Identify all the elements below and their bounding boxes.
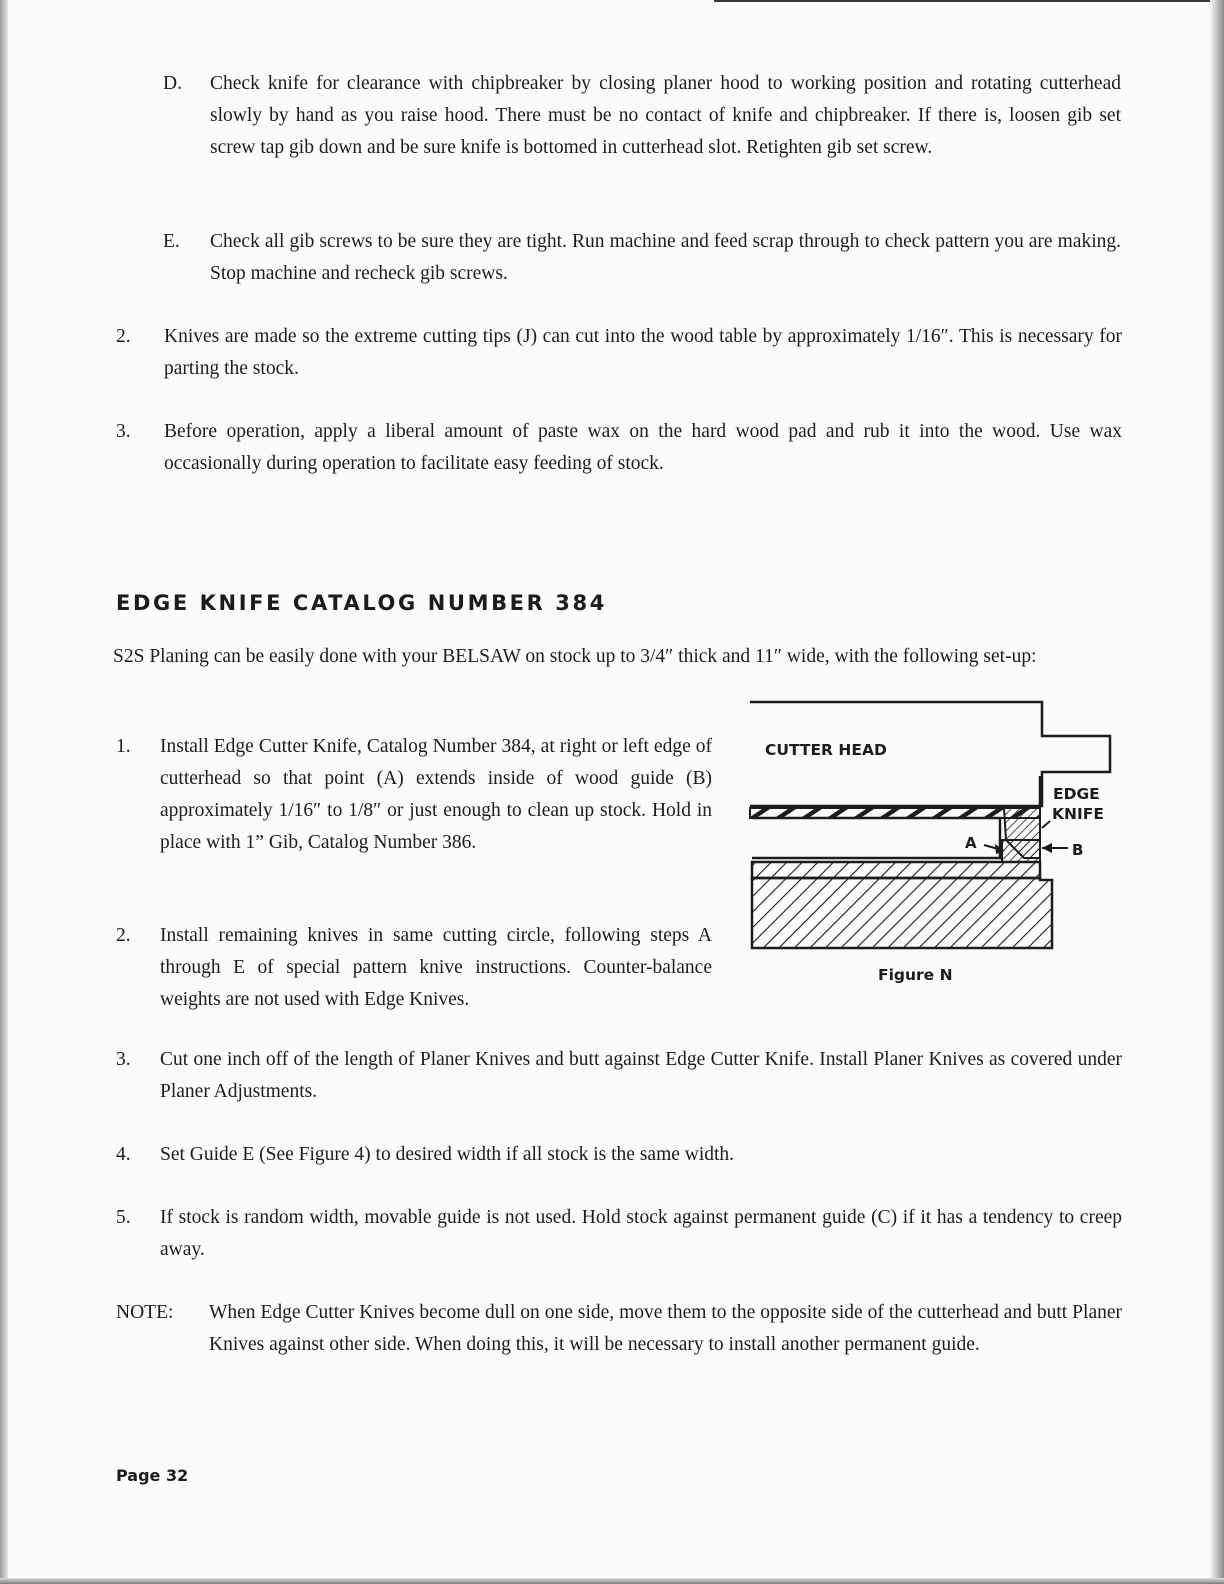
step-label: E. <box>163 231 180 252</box>
table-top-layer <box>752 862 1040 878</box>
point-b-label: B <box>1072 841 1084 859</box>
item-text: Install Edge Cutter Knife, Catalog Number 384, at right or left edge of cutterhead so that point (A) extends inside of wood guide (B) approximately 1/16″ to 1/8″ or just enough to clean up stock. Hold in place with 1” Gib, Catalog Number 386. <box>160 736 712 853</box>
edge-label: EDGE <box>1053 785 1100 803</box>
item-label: 4. <box>116 1144 131 1165</box>
item-label: 3. <box>116 421 131 442</box>
item-text: Set Guide E (See Figure 4) to desired width if all stock is the same width. <box>160 1144 735 1165</box>
section-heading: EDGE KNIFE CATALOG NUMBER 384 <box>116 591 607 615</box>
item-text: Before operation, apply a liberal amount of paste wax on the hard wood pad and rub it into the wood. Use wax occasionally during operation to facilitate easy feeding of stock. <box>164 421 1122 474</box>
page-edge-bottom <box>0 1578 1224 1584</box>
page-edge-right <box>1210 0 1224 1584</box>
figure-n <box>748 698 1118 998</box>
cutter-head-label: CUTTER HEAD <box>765 741 887 759</box>
step-text: Check all gib screws to be sure they are tight. Run machine and feed scrap through to check pattern you are making. Stop machine and recheck gib screws. <box>210 231 1121 284</box>
section-intro: S2S Planing can be easily done with your BELSAW on stock up to 3/4″ thick and 11″ wide, with the following set-up: <box>113 646 1037 667</box>
note-text: When Edge Cutter Knives become dull on one side, move them to the opposite side of the cutterhead and butt Planer Knives against other side. When doing this, it will be necessary to install another permanent guide. <box>209 1302 1122 1355</box>
item-text: Knives are made so the extreme cutting tips (J) can cut into the wood table by approximately 1/16″. This is necessary for parting the stock. <box>164 326 1122 379</box>
top-rule <box>714 0 1210 2</box>
arrow-b-head <box>1042 843 1052 853</box>
figure-caption: Figure N <box>878 966 953 984</box>
table-body <box>752 878 1052 948</box>
knife-label: KNIFE <box>1052 805 1104 823</box>
item-text: Cut one inch off of the length of Planer Knives and butt against Edge Cutter Knife. Install Planer Knives as covered under Planer Adjustments. <box>160 1049 1122 1102</box>
page-edge-left <box>0 0 8 1584</box>
wood-guide <box>1002 840 1040 862</box>
item-text: If stock is random width, movable guide is not used. Hold stock against permanent guide (C) if it has a tendency to creep away. <box>160 1207 1122 1260</box>
stock-outline <box>752 818 1000 858</box>
item-label: 2. <box>116 925 131 946</box>
knife-strip <box>750 808 1040 818</box>
item-label: 3. <box>116 1049 131 1070</box>
knife-pointer <box>1042 821 1050 828</box>
step-label: D. <box>163 73 182 94</box>
page-number: Page 32 <box>116 1466 189 1485</box>
point-a-label: A <box>965 834 977 852</box>
item-text: Install remaining knives in same cutting circle, following steps A through E of special pattern knive instructions. Counter-balance weights are not used with Edge Knives. <box>160 925 712 1010</box>
step-text: Check knife for clearance with chipbreaker by closing planer hood to working position and rotating cutterhead slowly by hand as you raise hood. There must be no contact of knife and chipbreaker. If there is, loosen gib set screw tap gib down and be sure knife is bottomed in cutterhead slot. Retighten gib set screw. <box>210 73 1121 158</box>
item-label: 5. <box>116 1207 131 1228</box>
item-label: 2. <box>116 326 131 347</box>
item-label: 1. <box>116 736 131 757</box>
note-label: NOTE: <box>116 1302 174 1323</box>
